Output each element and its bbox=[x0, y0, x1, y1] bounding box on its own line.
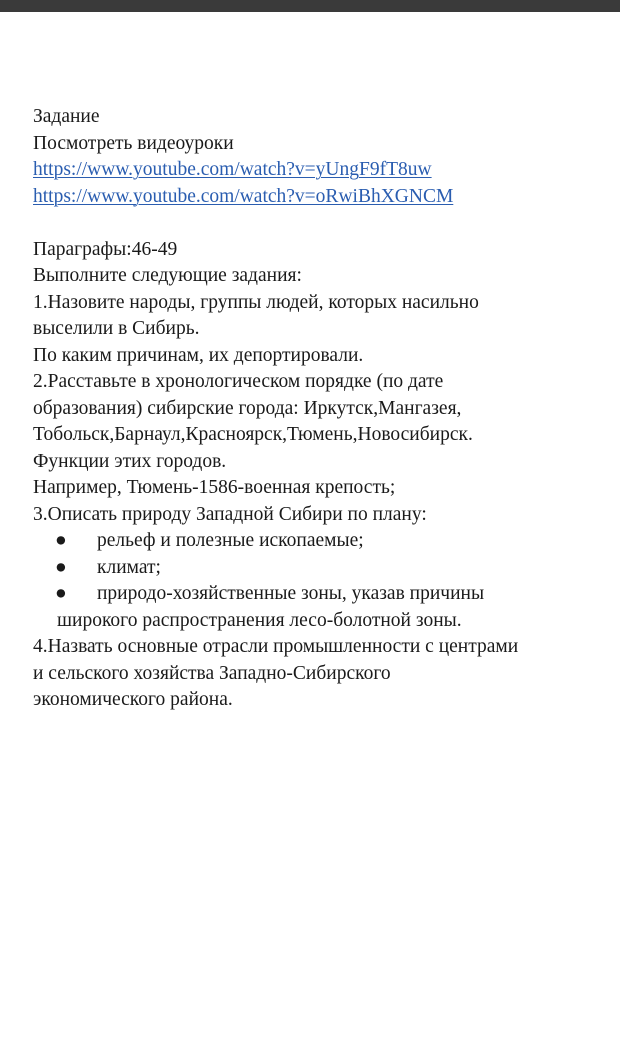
task2-line-5: Например, Тюмень-1586-военная крепость; bbox=[33, 477, 396, 498]
task4-line-1: 4.Назвать основные отрасли промышленности с центрами bbox=[33, 636, 519, 657]
list-item bbox=[33, 555, 608, 582]
instructions-line: Выполните следующие задания: bbox=[33, 265, 302, 286]
blank-line bbox=[33, 210, 608, 237]
top-status-bar bbox=[0, 0, 620, 12]
bullet-text: климат; bbox=[97, 556, 161, 578]
video-link-2[interactable]: https://www.youtube.com/watch?v=oRwiBhXGNCM bbox=[33, 185, 454, 207]
bullet-icon: ● bbox=[55, 556, 67, 578]
document-body bbox=[33, 104, 608, 714]
bullet-text: рельеф и полезные ископаемые; bbox=[97, 530, 364, 551]
task4-line-2: и сельского хозяйства Западно-Сибирского bbox=[33, 662, 391, 684]
bullet-icon: ● bbox=[55, 583, 67, 604]
task2-line-3: Тобольск,Барнаул,Красноярск,Тюмень,Новосибирск. bbox=[33, 424, 473, 445]
task2-line-2: образования) сибирские города: Иркутск,Мангазея, bbox=[33, 397, 462, 419]
bullet-text-continuation: широкого распространения лесо-болотной зоны. bbox=[57, 609, 462, 631]
watch-videos-line: Посмотреть видеоуроки bbox=[33, 132, 234, 154]
task2-line-1: 2.Расставьте в хронологическом порядке (по дате bbox=[33, 371, 444, 392]
task3-bullet-list bbox=[33, 528, 608, 634]
list-item bbox=[33, 581, 608, 634]
task1-line-1: 1.Назовите народы, группы людей, которых насильно bbox=[33, 291, 479, 313]
paragraphs-line: Параграфы:46-49 bbox=[33, 238, 178, 260]
task2-line-4: Функции этих городов. bbox=[33, 450, 227, 472]
video-link-1[interactable]: https://www.youtube.com/watch?v=yUngF9fT8uw bbox=[33, 159, 432, 180]
task4-line-3: экономического района. bbox=[33, 689, 233, 710]
list-item bbox=[33, 528, 608, 555]
task1-line-2: выселили в Сибирь. bbox=[33, 318, 200, 339]
bullet-text: природо-хозяйственные зоны, указав причины bbox=[97, 583, 485, 604]
task1-line-3: По каким причинам, их депортировали. bbox=[33, 344, 364, 366]
task3-line: 3.Описать природу Западной Сибири по плану: bbox=[33, 503, 427, 525]
bullet-icon: ● bbox=[55, 530, 67, 551]
doc-title: Задание bbox=[33, 106, 100, 127]
